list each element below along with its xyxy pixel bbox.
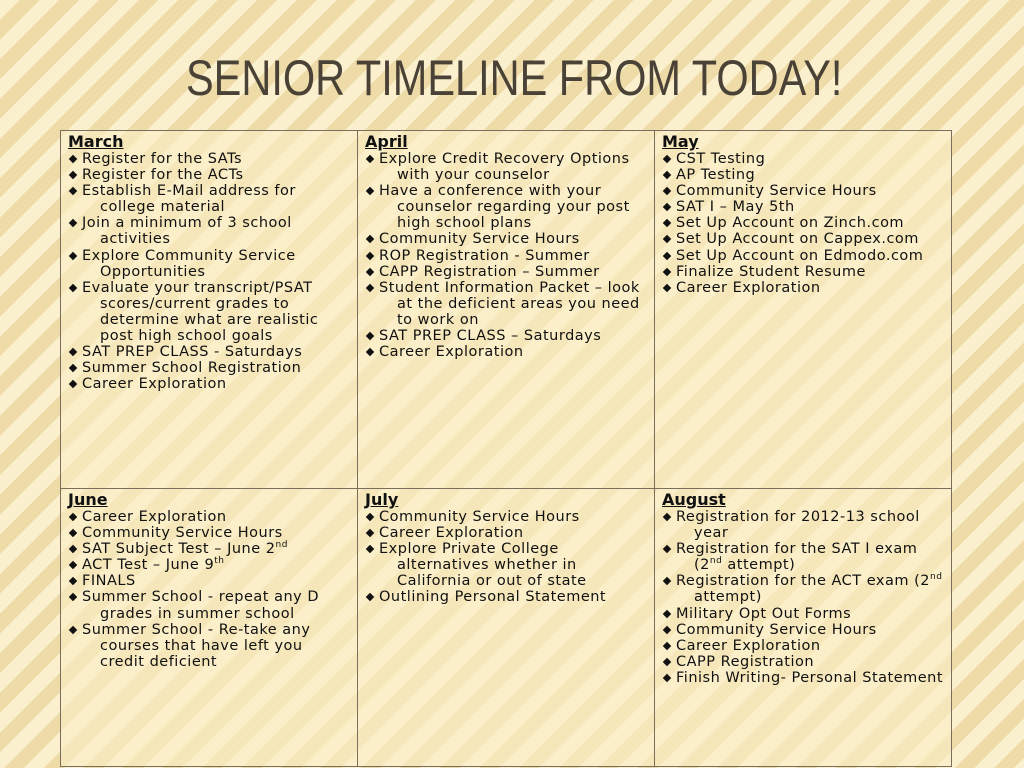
item-list [68, 151, 351, 392]
month-heading: April [365, 132, 408, 151]
list-item: SAT Subject Test – June 2nd [68, 541, 351, 557]
list-item: Explore Community Service Opportunities [68, 248, 351, 280]
list-item: Community Service Hours [662, 622, 945, 638]
list-item: Career Exploration [662, 638, 945, 654]
item-list [365, 509, 648, 606]
month-cell-march [61, 131, 358, 489]
page-title: SENIOR TIMELINE FROM TODAY! [186, 50, 843, 106]
item-list [662, 151, 945, 296]
item-list [662, 509, 945, 686]
list-item: Career Exploration [365, 525, 648, 541]
list-item: Join a minimum of 3 school activities [68, 215, 351, 247]
table-row [61, 489, 952, 767]
list-item: Career Exploration [68, 376, 351, 392]
month-cell-august [655, 489, 952, 767]
list-item: Set Up Account on Zinch.com [662, 215, 945, 231]
item-list [365, 151, 648, 360]
list-item: Outlining Personal Statement [365, 589, 648, 605]
list-item: Register for the ACTs [68, 167, 351, 183]
list-item: CAPP Registration – Summer [365, 264, 648, 280]
list-item: Set Up Account on Edmodo.com [662, 248, 945, 264]
list-item: Registration for 2012-13 school year [662, 509, 945, 541]
list-item: Have a conference with your counselor regarding your post high school plans [365, 183, 648, 231]
list-item: Career Exploration [365, 344, 648, 360]
list-item: AP Testing [662, 167, 945, 183]
month-heading: July [365, 490, 399, 509]
list-item: Finalize Student Resume [662, 264, 945, 280]
list-item: Summer School Registration [68, 360, 351, 376]
list-item: Career Exploration [68, 509, 351, 525]
timeline-table [60, 130, 952, 767]
list-item: Summer School - repeat any D grades in summer school [68, 589, 351, 621]
list-item: CST Testing [662, 151, 945, 167]
list-item: Military Opt Out Forms [662, 606, 945, 622]
list-item: Student Information Packet – look at the deficient areas you need to work on [365, 280, 648, 328]
month-cell-june [61, 489, 358, 767]
list-item: Establish E-Mail address for college material [68, 183, 351, 215]
month-heading: March [68, 132, 124, 151]
list-item: ACT Test – June 9th [68, 557, 351, 573]
list-item: Register for the SATs [68, 151, 351, 167]
list-item: Community Service Hours [365, 231, 648, 247]
list-item: FINALS [68, 573, 351, 589]
list-item: Summer School - Re-take any courses that have left you credit deficient [68, 622, 351, 670]
list-item: Community Service Hours [662, 183, 945, 199]
list-item: Registration for the ACT exam (2nd attempt) [662, 573, 945, 605]
month-heading: August [662, 490, 726, 509]
item-list [68, 509, 351, 670]
list-item: Registration for the SAT I exam (2nd attempt) [662, 541, 945, 573]
list-item: Community Service Hours [365, 509, 648, 525]
list-item: SAT PREP CLASS – Saturdays [365, 328, 648, 344]
list-item: CAPP Registration [662, 654, 945, 670]
month-cell-july [358, 489, 655, 767]
list-item: Community Service Hours [68, 525, 351, 541]
list-item: SAT I – May 5th [662, 199, 945, 215]
month-heading: June [68, 490, 108, 509]
table-row [61, 131, 952, 489]
list-item: Explore Credit Recovery Options with your counselor [365, 151, 648, 183]
list-item: Evaluate your transcript/PSAT scores/current grades to determine what are realistic post high school goals [68, 280, 351, 344]
list-item: Set Up Account on Cappex.com [662, 231, 945, 247]
list-item: SAT PREP CLASS - Saturdays [68, 344, 351, 360]
list-item: Finish Writing- Personal Statement [662, 670, 945, 686]
month-cell-april [358, 131, 655, 489]
month-cell-may [655, 131, 952, 489]
month-heading: May [662, 132, 699, 151]
list-item: Explore Private College alternatives whether in California or out of state [365, 541, 648, 589]
list-item: ROP Registration - Summer [365, 248, 648, 264]
list-item: Career Exploration [662, 280, 945, 296]
